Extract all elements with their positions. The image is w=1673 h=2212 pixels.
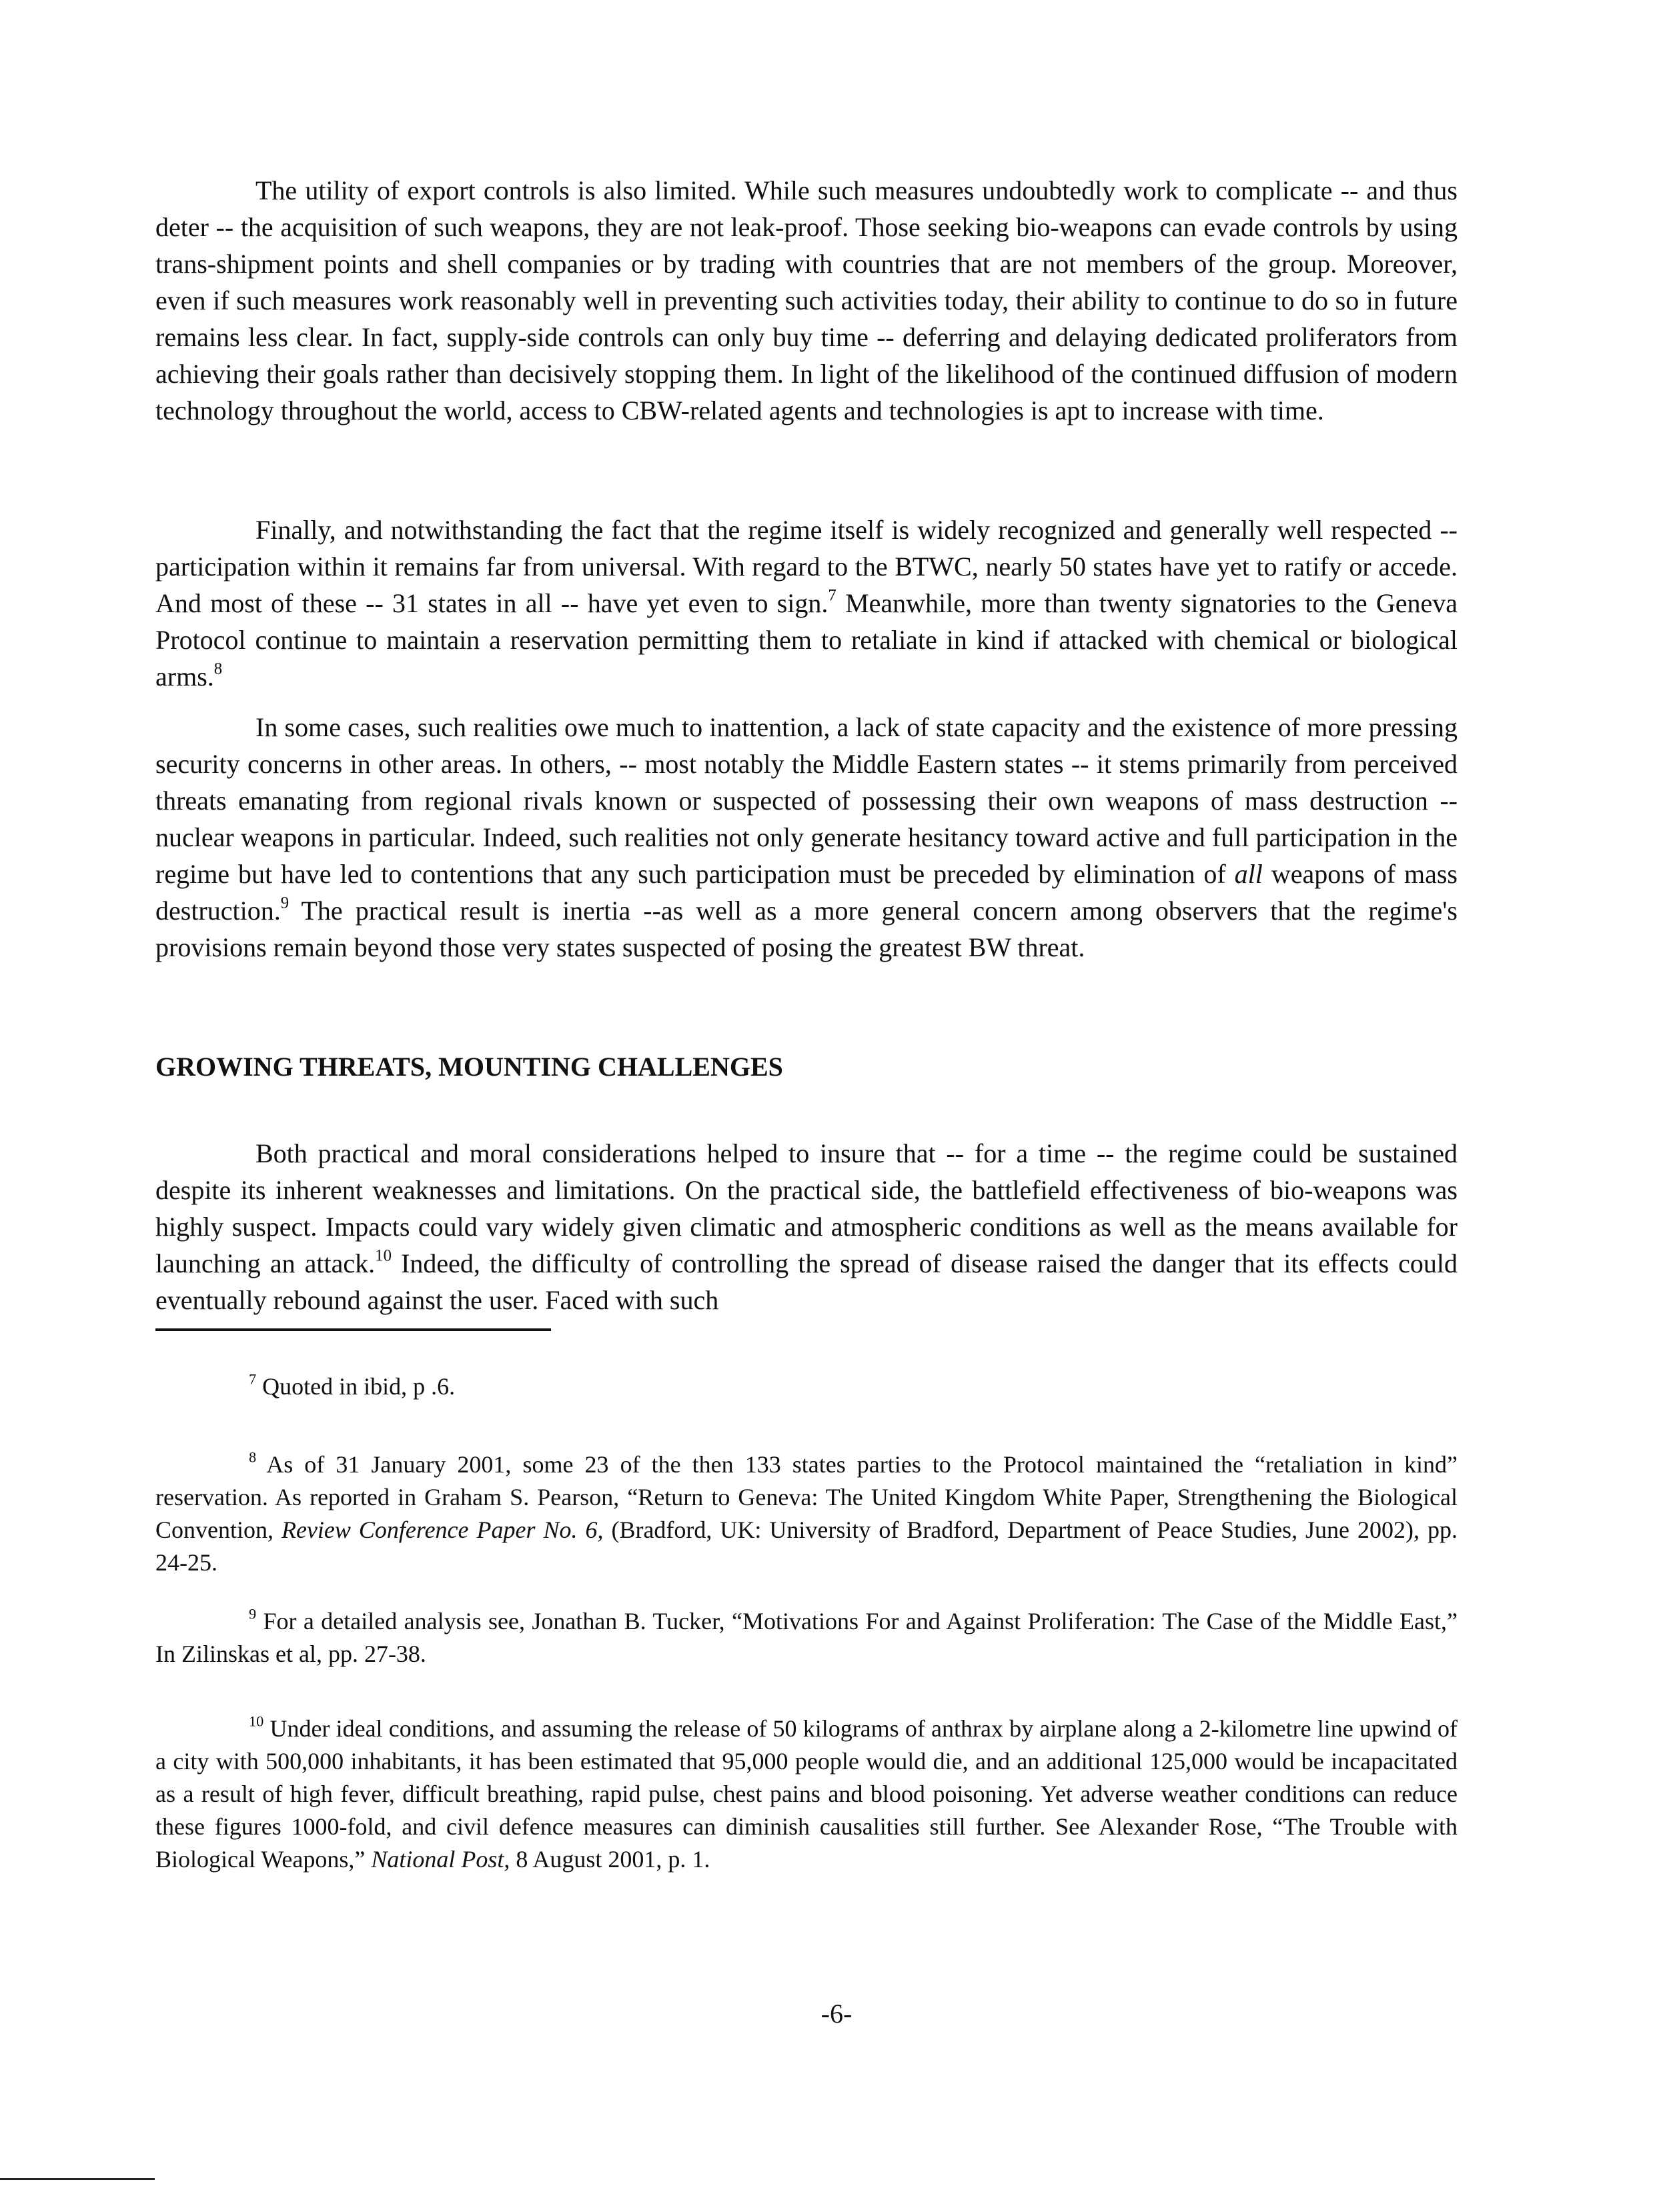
paragraph-export-controls [155,172,1458,429]
footnote-reference-7: 7 [828,586,836,605]
footnote-7 [155,1370,1458,1403]
paragraph-realities [155,709,1458,966]
section-heading: GROWING THREATS, MOUNTING CHALLENGES [155,1052,783,1082]
paragraph-text: Indeed, the difficulty of controlling the spread of disease raised the danger that its effects could eventually rebound against the user. Faced with such [155,1248,1458,1315]
paragraph-text: Meanwhile, more than twenty signatories to the Geneva Protocol continue to maintain a reservation permitting them to retaliate in kind if attacked with chemical or biological arms. [155,588,1458,692]
footnote-number: 9 [249,1605,257,1622]
footnote-text: Under ideal conditions, and assuming the release of 50 kilograms of anthrax by airplane along a 2-kilometre line upwind of a city with 500,000 inhabitants, it has been estimated that 95,000 people would die, and an additional 125,000 would be incapacitated as a result of high fever, difficult breathing, rapid pulse, chest pains and blood poisoning. Yet adverse weather conditions can reduce these figures 1000-fold, and civil defence measures can diminish causalities still further. See Alexander Rose, “The Trouble with Biological Weapons,” [155,1715,1458,1873]
paragraph-considerations [155,1135,1458,1318]
footnote-10 [155,1713,1458,1876]
footnote-text: As of 31 January 2001, some 23 of the then 133 states parties to the Protocol maintained the “retaliation in kind” reservation. As reported in Graham S. Pearson, “Return to Geneva: The United Kingdom White Paper, Strengthening the Biological Convention, [155,1451,1458,1543]
footnote-8 [155,1448,1458,1579]
paragraph-participation [155,511,1458,695]
footnote-reference-10: 10 [375,1246,392,1265]
footnote-text: 8 August 2001, p. 1. [510,1846,710,1873]
emphasis-all: all [1234,859,1263,889]
paragraph-text: Finally, and notwithstanding the fact that the regime itself is widely recognized and generally well respected -- participation within it remains far from universal. With regard to the BTWC, nearly 50 states have yet to ratify or accede. And most of these -- 31 states in all -- have yet even to sign. [155,515,1458,618]
paragraph-text: The practical result is inertia --as well as a more general concern among observers that the regime's provisions remain beyond those very states suspected of posing the greatest BW threat. [155,896,1458,962]
footnote-emphasis: National Post, [371,1846,510,1873]
footnote-number: 7 [249,1370,257,1388]
footnote-number: 10 [249,1713,264,1730]
footnote-reference-8: 8 [213,660,223,678]
footnote-text: (Bradford, UK: University of Bradford, Department of Peace Studies, June 2002), pp. 24-25. [155,1516,1458,1576]
paragraph-text: weapons of mass destruction. [155,859,1458,926]
footnote-reference-9: 9 [280,894,290,912]
footnote-emphasis: Review Conference Paper No. 6, [281,1516,604,1543]
paragraph-text: The utility of export controls is also limited. While such measures undoubtedly work to complicate -- and thus deter -- the acquisition of such weapons, they are not leak-proof. Those seeking bio-weapons can evade controls by using trans-shipment points and shell companies or by trading with countries that are not members of the group. Moreover, even if such measures work reasonably well in preventing such activities today, their ability to continue to do so in future remains less clear. In fact, supply-side controls can only buy time -- deferring and delaying dedicated proliferators from achieving their goals rather than decisively stopping them. In light of the likelihood of the continued diffusion of modern technology throughout the world, access to CBW-related agents and technologies is apt to increase with time. [155,175,1458,425]
footnote-text: Quoted in ibid, p .6. [256,1373,456,1400]
footnote-9 [155,1605,1458,1671]
footnote-number: 8 [249,1448,257,1466]
footnote-separator [155,1328,551,1331]
page-number: -6- [820,1999,853,2029]
paragraph-text: Both practical and moral considerations helped to insure that -- for a time -- the regime could be sustained despite its inherent weaknesses and limitations. On the practical side, the battlefield effectiveness of bio-weapons was highly suspect. Impacts could vary widely given climatic and atmospheric conditions as well as the means available for launching an attack. [155,1138,1458,1278]
footnote-text: For a detailed analysis see, Jonathan B. Tucker, “Motivations For and Against Proliferation: The Case of the Middle East,” In Zilinskas et al, pp. 27-38. [155,1608,1458,1667]
paragraph-text: In some cases, such realities owe much to inattention, a lack of state capacity and the existence of more pressing security concerns in other areas. In others, -- most notably the Middle Eastern states -- it stems primarily from perceived threats emanating from regional rivals known or suspected of possessing their own weapons of mass destruction -- nuclear weapons in particular. Indeed, such realities not only generate hesitancy toward active and full participation in the regime but have led to contentions that any such participation must be preceded by elimination of [155,712,1458,889]
scan-edge-mark [0,2178,155,2180]
